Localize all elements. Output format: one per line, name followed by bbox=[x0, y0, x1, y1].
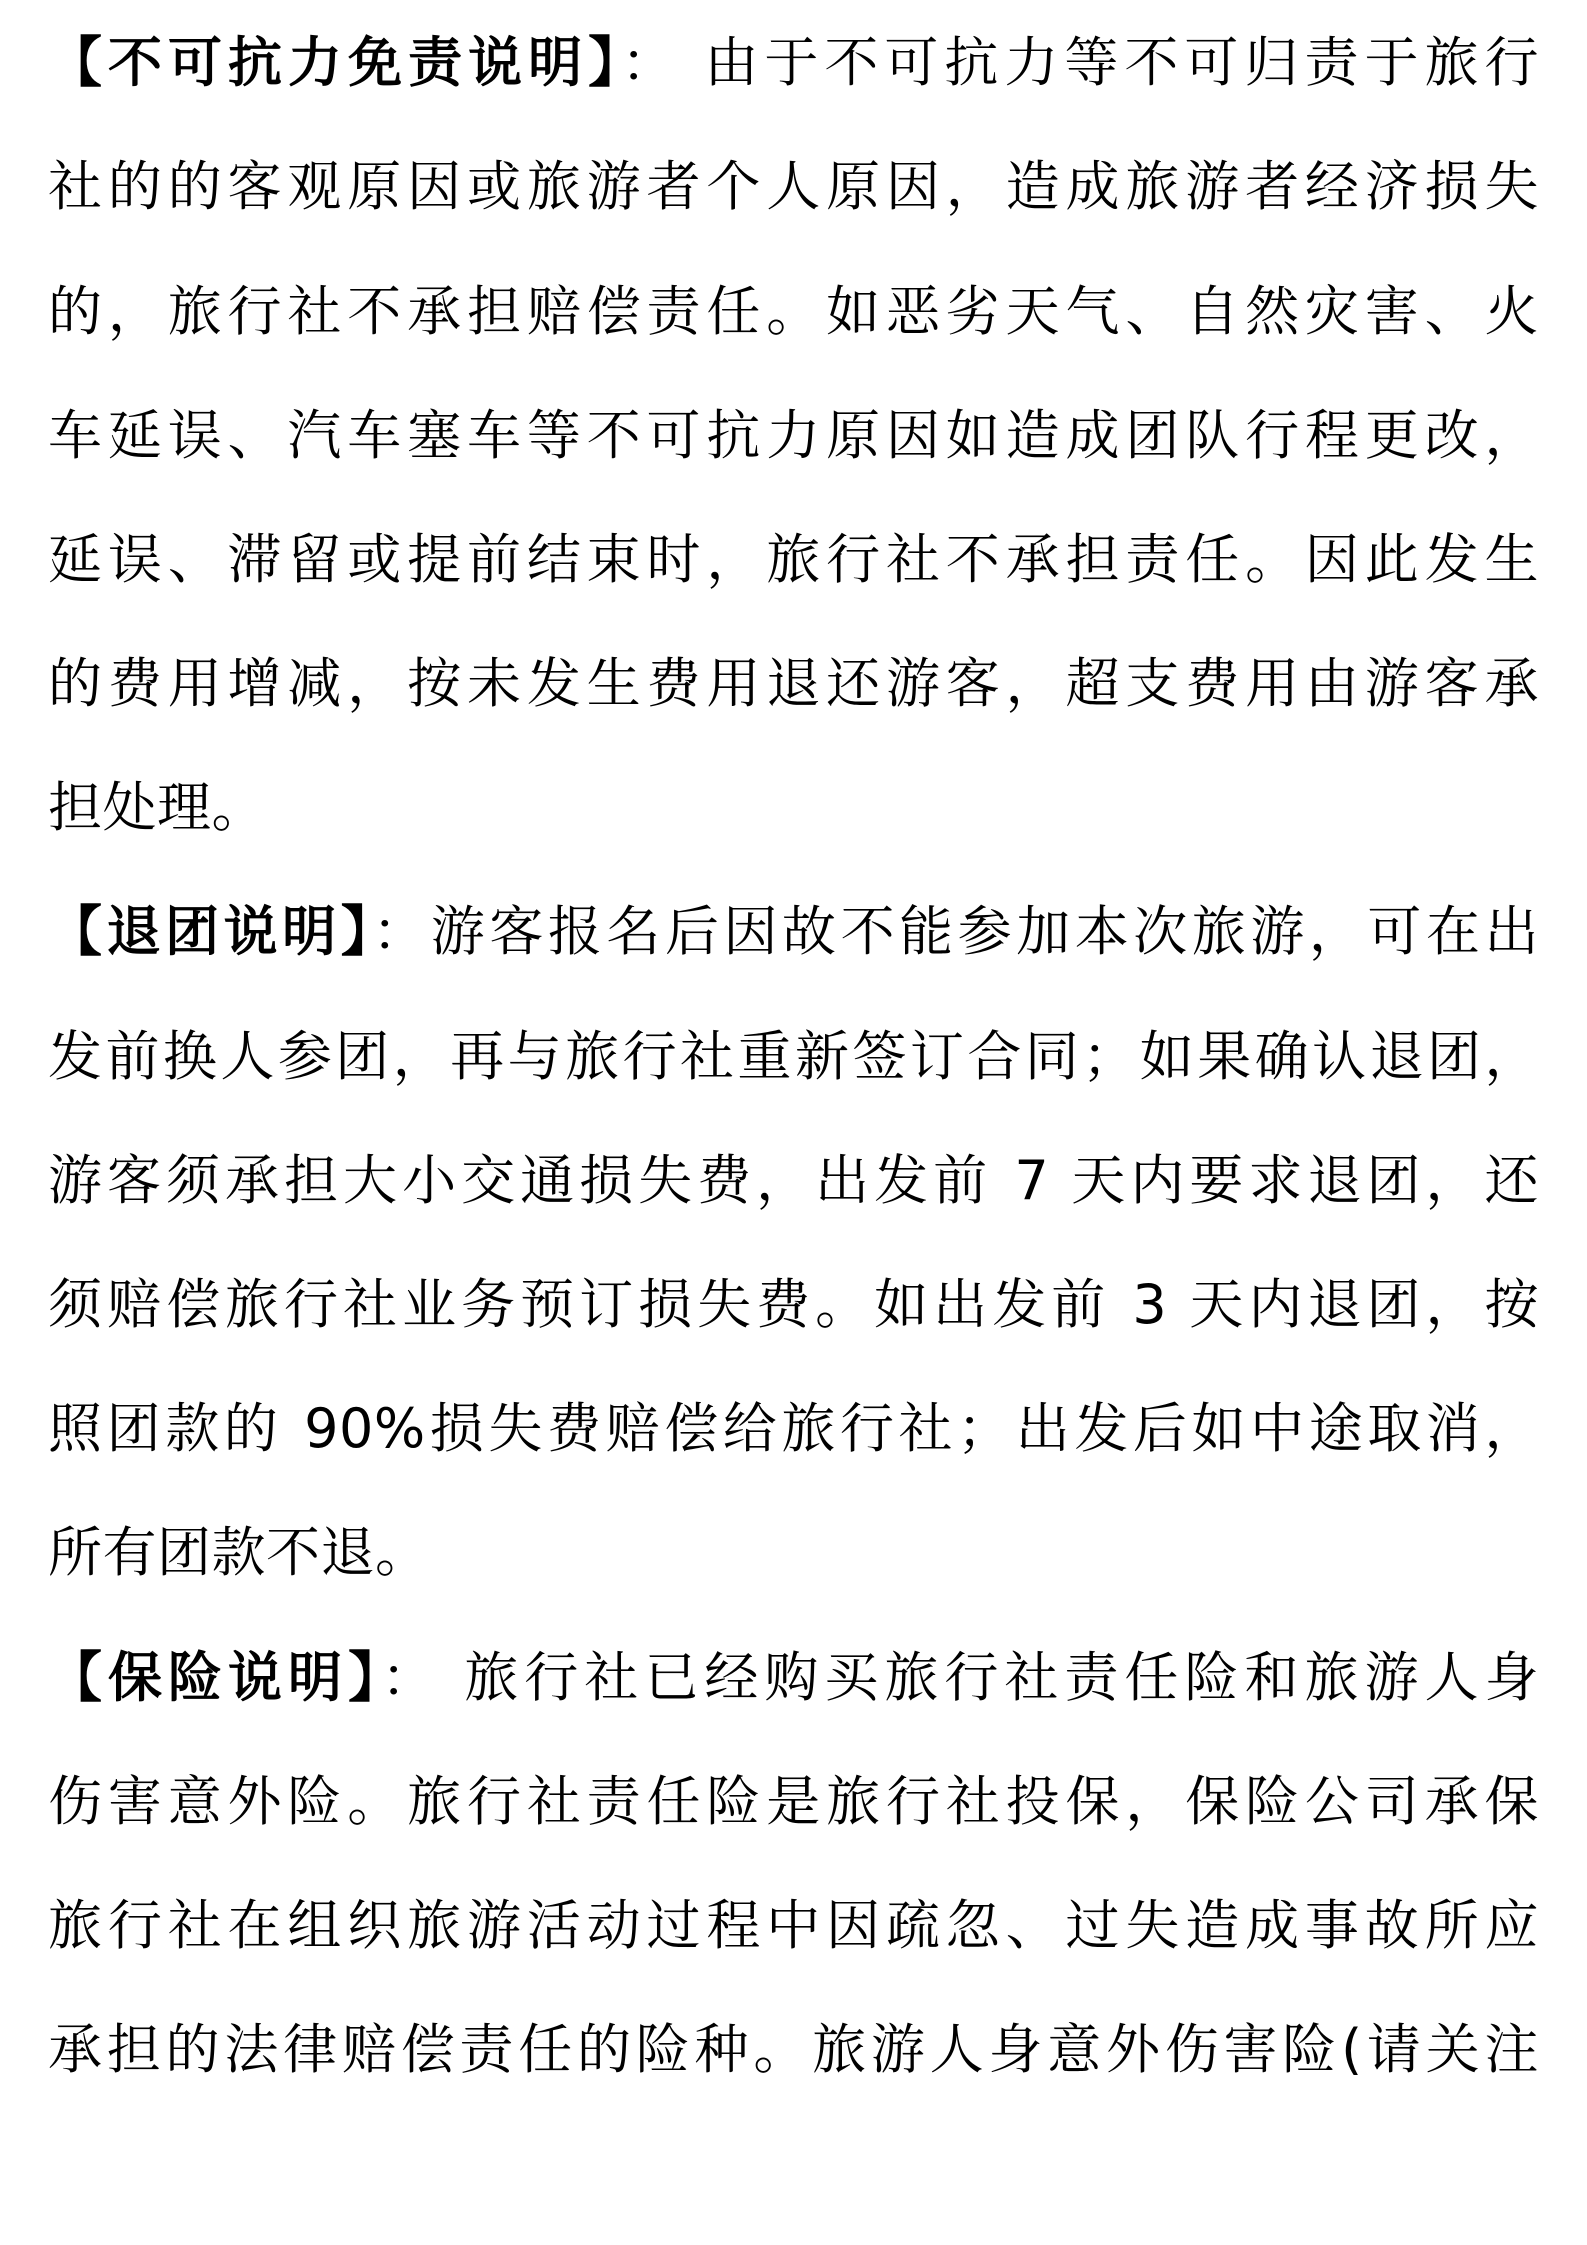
insurance-line-3: 旅行社在组织旅游活动过程中因疏忽、过失造成事故所应 bbox=[48, 1894, 1539, 1957]
withdrawal-line-6: 所有团款不退。 bbox=[48, 1521, 430, 1584]
insurance-line-4: 承担的法律赔偿责任的险种。旅游人身意外伤害险(请关注 bbox=[48, 2018, 1539, 2081]
force-majeure-line-1 bbox=[48, 1, 1539, 125]
force-majeure-line-6: 的费用增减，按未发生费用退还游客，超支费用由游客承 bbox=[48, 652, 1539, 715]
document-page bbox=[48, 0, 1539, 2245]
insurance-heading: 【保险说明】 bbox=[48, 1646, 382, 1709]
withdrawal-line-1 bbox=[48, 870, 1539, 994]
insurance-line-1 bbox=[48, 1616, 1539, 1740]
force-majeure-line-4: 车延误、汽车塞车等不可抗力原因如造成团队行程更改， bbox=[48, 404, 1539, 467]
insurance-line-2: 伤害意外险。旅行社责任险是旅行社投保，保险公司承保 bbox=[48, 1770, 1539, 1833]
withdrawal-line-4: 须赔偿旅行社业务预订损失费。如出发前 3 天内退团，按 bbox=[48, 1273, 1539, 1336]
force-majeure-line-2: 社的的客观原因或旅游者个人原因，造成旅游者经济损失 bbox=[48, 155, 1539, 218]
force-majeure-line-3: 的，旅行社不承担赔偿责任。如恶劣天气、自然灾害、火 bbox=[48, 280, 1539, 343]
withdrawal-line-2: 发前换人参团，再与旅行社重新签订合同；如果确认退团， bbox=[48, 1025, 1539, 1088]
withdrawal-text: ：游客报名后因故不能参加本次旅游，可在出 bbox=[372, 900, 1539, 963]
withdrawal-line-3: 游客须承担大小交通损失费，出发前 7 天内要求退团，还 bbox=[48, 1149, 1539, 1212]
force-majeure-text: ： 由于不可抗力等不可归责于旅行 bbox=[621, 31, 1539, 94]
force-majeure-heading: 【不可抗力免责说明】 bbox=[48, 31, 622, 94]
force-majeure-line-5: 延误、滞留或提前结束时，旅行社不承担责任。因此发生 bbox=[48, 528, 1539, 591]
withdrawal-line-5: 照团款的 90%损失费赔偿给旅行社；出发后如中途取消， bbox=[48, 1397, 1539, 1460]
insurance-text: ： 旅行社已经购买旅行社责任险和旅游人身 bbox=[381, 1646, 1539, 1709]
force-majeure-line-7: 担处理。 bbox=[48, 776, 266, 839]
withdrawal-heading: 【退团说明】 bbox=[48, 900, 373, 963]
